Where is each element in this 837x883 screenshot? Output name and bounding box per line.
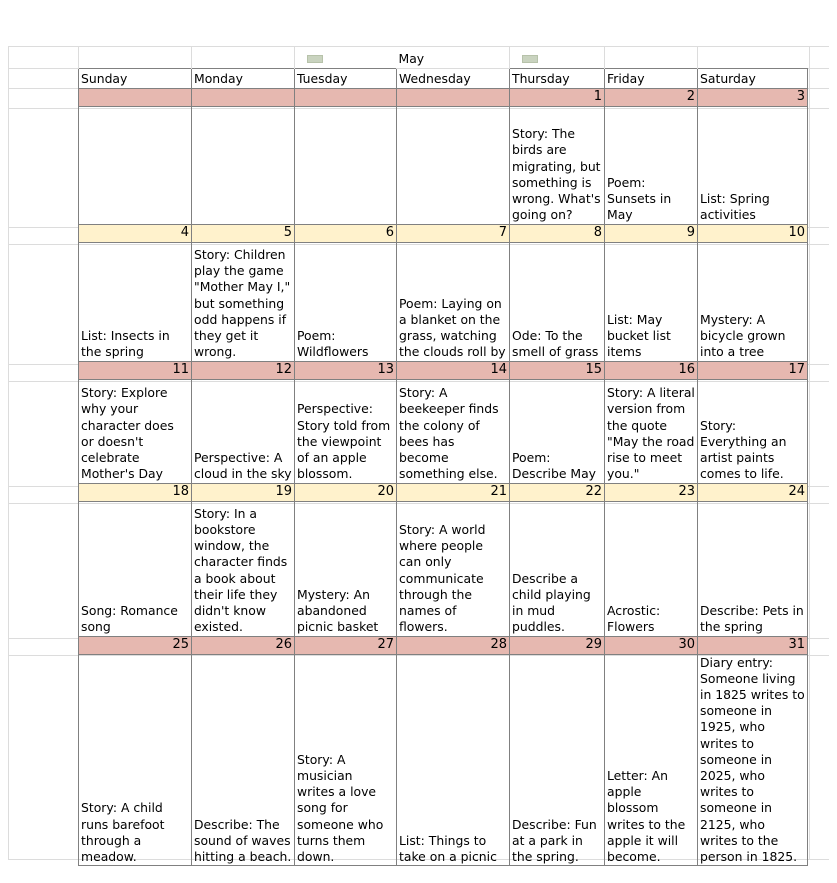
date-number-cell[interactable]: 16 [605, 361, 698, 379]
prompt-cell[interactable]: Poem: Wildflowers [295, 242, 397, 361]
date-number-cell[interactable]: 20 [295, 483, 397, 501]
date-number-cell[interactable]: 12 [192, 361, 295, 379]
prompt-cell[interactable]: Perspective: Story told from the viewpoint of an apple blossom. [295, 379, 397, 483]
prompt-cell[interactable]: Diary entry: Someone living in 1825 writes to someone in 1925, who writes to someone in 2025, who writes to someone in 2125, who writes to the person in 1825. [698, 654, 808, 866]
prompt-cell[interactable]: Story: A beekeeper finds the colony of bees has become something else. [397, 379, 510, 483]
empty-cell[interactable] [698, 46, 808, 68]
date-number-cell[interactable]: 30 [605, 636, 698, 654]
prompt-row [79, 654, 808, 866]
date-row [79, 636, 808, 654]
prompt-cell[interactable]: List: Spring activities [698, 106, 808, 224]
weekday-header[interactable]: Thursday [510, 68, 605, 88]
prompt-cell[interactable] [295, 106, 397, 224]
date-number-cell[interactable] [295, 88, 397, 106]
date-number-cell[interactable]: 29 [510, 636, 605, 654]
weekday-header[interactable]: Friday [605, 68, 698, 88]
column-gridline [8, 46, 9, 859]
prompt-cell[interactable]: Ode: To the smell of grass [510, 242, 605, 361]
date-number-cell[interactable]: 15 [510, 361, 605, 379]
prompt-cell[interactable] [397, 106, 510, 224]
date-number-cell[interactable]: 13 [295, 361, 397, 379]
prompt-cell[interactable]: Story: A world where people can only communicate through the names of flowers. [397, 501, 510, 636]
prompt-cell[interactable]: Story: Children play the game "Mother May I," but something odd happens if they get it wrong. [192, 242, 295, 361]
weekday-header[interactable]: Monday [192, 68, 295, 88]
date-number-cell[interactable] [192, 88, 295, 106]
prompt-cell[interactable]: Song: Romance song [79, 501, 192, 636]
prompt-cell[interactable]: Poem: Laying on a blanket on the grass, watching the clouds roll by [397, 242, 510, 361]
date-row [79, 483, 808, 501]
prompt-row [79, 242, 808, 361]
date-number-cell[interactable]: 21 [397, 483, 510, 501]
prompt-cell[interactable]: Poem: Sunsets in May [605, 106, 698, 224]
date-number-cell[interactable]: 3 [698, 88, 808, 106]
prompt-cell[interactable]: Story: A musician writes a love song for someone who turns them down. [295, 654, 397, 866]
date-number-cell[interactable]: 27 [295, 636, 397, 654]
date-number-cell[interactable]: 7 [397, 224, 510, 242]
prompt-cell[interactable]: List: Insects in the spring [79, 242, 192, 361]
date-number-cell[interactable]: 28 [397, 636, 510, 654]
date-number-cell[interactable]: 18 [79, 483, 192, 501]
date-number-cell[interactable]: 22 [510, 483, 605, 501]
prompt-cell[interactable]: Describe a child playing in mud puddles. [510, 501, 605, 636]
prompt-cell[interactable]: Describe: Fun at a park in the spring. [510, 654, 605, 866]
date-number-cell[interactable]: 26 [192, 636, 295, 654]
prompt-cell[interactable]: Story: Explore why your character does or doesn't celebrate Mother's Day [79, 379, 192, 483]
prompt-cell[interactable]: Story: A child runs barefoot through a meadow. [79, 654, 192, 866]
prompt-row [79, 106, 808, 224]
empty-cell[interactable] [295, 46, 397, 68]
weekday-header[interactable]: Tuesday [295, 68, 397, 88]
empty-cell[interactable] [192, 46, 295, 68]
prompt-cell[interactable]: List: Things to take on a picnic [397, 654, 510, 866]
column-gridline [809, 46, 810, 859]
date-number-cell[interactable]: 25 [79, 636, 192, 654]
prompt-cell[interactable] [192, 106, 295, 224]
prompt-cell[interactable]: Letter: An apple blossom writes to the apple it will become. [605, 654, 698, 866]
prompt-cell[interactable]: Story: In a bookstore window, the character finds a book about their life they didn't know existed. [192, 501, 295, 636]
date-number-cell[interactable]: 4 [79, 224, 192, 242]
date-number-cell[interactable]: 2 [605, 88, 698, 106]
weekday-header[interactable]: Saturday [698, 68, 808, 88]
prompt-cell[interactable]: Poem: Describe May [510, 379, 605, 483]
weekday-header-row [79, 68, 808, 88]
date-number-cell[interactable]: 1 [510, 88, 605, 106]
date-number-cell[interactable]: 19 [192, 483, 295, 501]
prompt-cell[interactable]: Mystery: A bicycle grown into a tree [698, 242, 808, 361]
prompt-cell[interactable]: Acrostic: Flowers [605, 501, 698, 636]
date-number-cell[interactable]: 14 [397, 361, 510, 379]
may-calendar [78, 46, 808, 866]
empty-cell[interactable] [605, 46, 698, 68]
date-number-cell[interactable]: 9 [605, 224, 698, 242]
prompt-cell[interactable]: Describe: Pets in the spring [698, 501, 808, 636]
prompt-cell[interactable]: List: May bucket list items [605, 242, 698, 361]
prompt-row [79, 379, 808, 483]
date-number-cell[interactable]: 17 [698, 361, 808, 379]
prompt-cell[interactable]: Story: The birds are migrating, but something is wrong. What's going on? [510, 106, 605, 224]
date-number-cell[interactable]: 11 [79, 361, 192, 379]
prompt-cell[interactable]: Story: Everything an artist paints comes to life. [698, 379, 808, 483]
date-number-cell[interactable] [79, 88, 192, 106]
date-number-cell[interactable] [397, 88, 510, 106]
date-row [79, 361, 808, 379]
date-number-cell[interactable]: 6 [295, 224, 397, 242]
date-number-cell[interactable]: 5 [192, 224, 295, 242]
prompt-cell[interactable]: Describe: The sound of waves hitting a beach. [192, 654, 295, 866]
weekday-header[interactable]: Wednesday [397, 68, 510, 88]
month-title[interactable]: May [397, 46, 510, 68]
date-row [79, 224, 808, 242]
date-row [79, 88, 808, 106]
date-number-cell[interactable]: 10 [698, 224, 808, 242]
image-placeholder-icon [522, 55, 538, 63]
weekday-header[interactable]: Sunday [79, 68, 192, 88]
prompt-cell[interactable]: Mystery: An abandoned picnic basket [295, 501, 397, 636]
date-number-cell[interactable]: 23 [605, 483, 698, 501]
empty-cell[interactable] [510, 46, 605, 68]
date-number-cell[interactable]: 31 [698, 636, 808, 654]
date-number-cell[interactable]: 8 [510, 224, 605, 242]
prompt-cell[interactable]: Perspective: A cloud in the sky [192, 379, 295, 483]
prompt-row [79, 501, 808, 636]
date-number-cell[interactable]: 24 [698, 483, 808, 501]
prompt-cell[interactable]: Story: A literal version from the quote "May the road rise to meet you." [605, 379, 698, 483]
image-placeholder-icon [307, 55, 323, 63]
prompt-cell[interactable] [79, 106, 192, 224]
empty-cell[interactable] [79, 46, 192, 68]
